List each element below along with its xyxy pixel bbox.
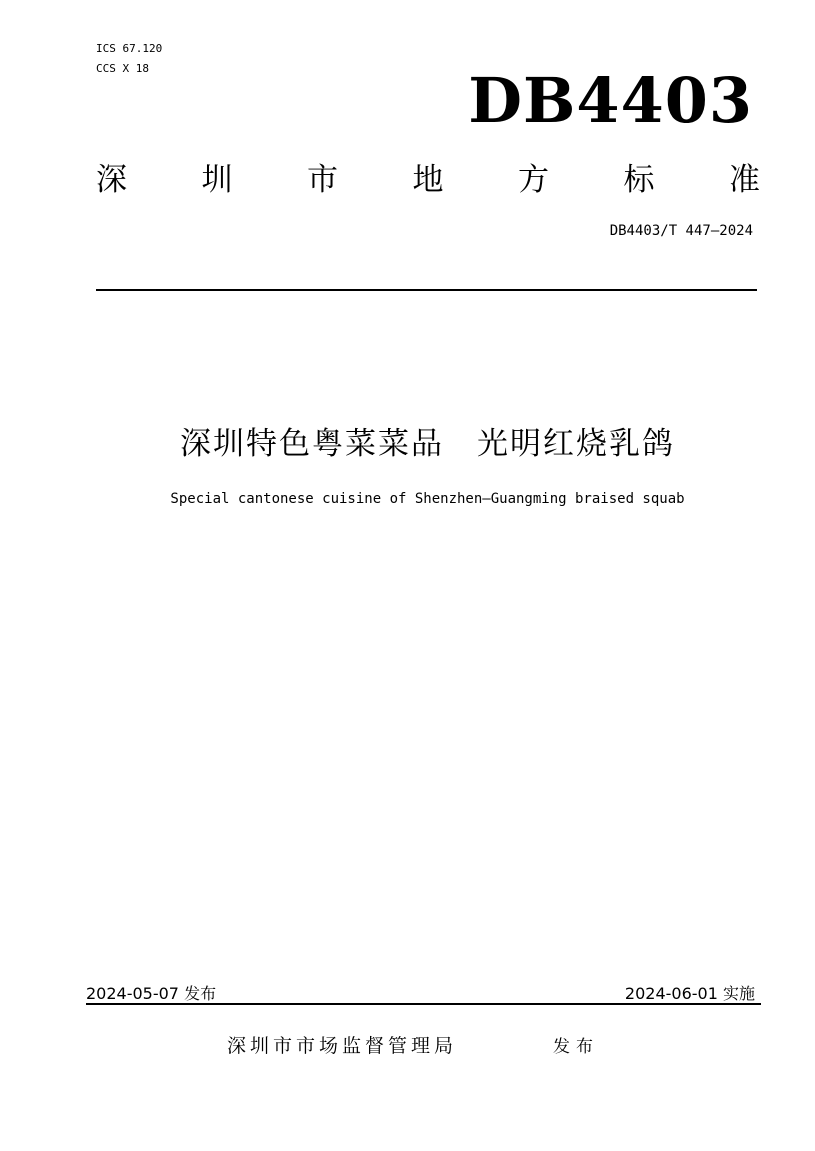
header-divider (96, 289, 757, 291)
document-title-english: Special cantonese cuisine of Shenzhen—Guangming braised squab (170, 491, 685, 507)
standard-number: DB4403/T 447—2024 (609, 223, 753, 239)
category-char: 市 (307, 162, 338, 198)
issue-date: 2024-05-07 发布 (86, 984, 217, 1003)
category-char: 准 (729, 162, 760, 198)
footer-divider (86, 1003, 761, 1005)
ccs-code: CCS X 18 (96, 62, 149, 75)
category-char: 标 (623, 162, 655, 198)
issuing-authority: 深圳市市场监督管理局 (227, 1035, 458, 1057)
issue-label: 发布 (553, 1037, 599, 1057)
category-char: 深 (96, 162, 127, 198)
implement-date: 2024-06-01 实施 (624, 984, 755, 1003)
category-char: 方 (518, 162, 549, 198)
category-char: 地 (412, 162, 444, 198)
category-char: 圳 (201, 162, 233, 198)
document-title-chinese: 深圳特色粤菜菜品 光明红烧乳鸽 (180, 426, 675, 462)
standard-category (96, 160, 760, 200)
ics-code: ICS 67.120 (96, 42, 163, 55)
standard-logo-code: DB4403 (468, 64, 753, 137)
